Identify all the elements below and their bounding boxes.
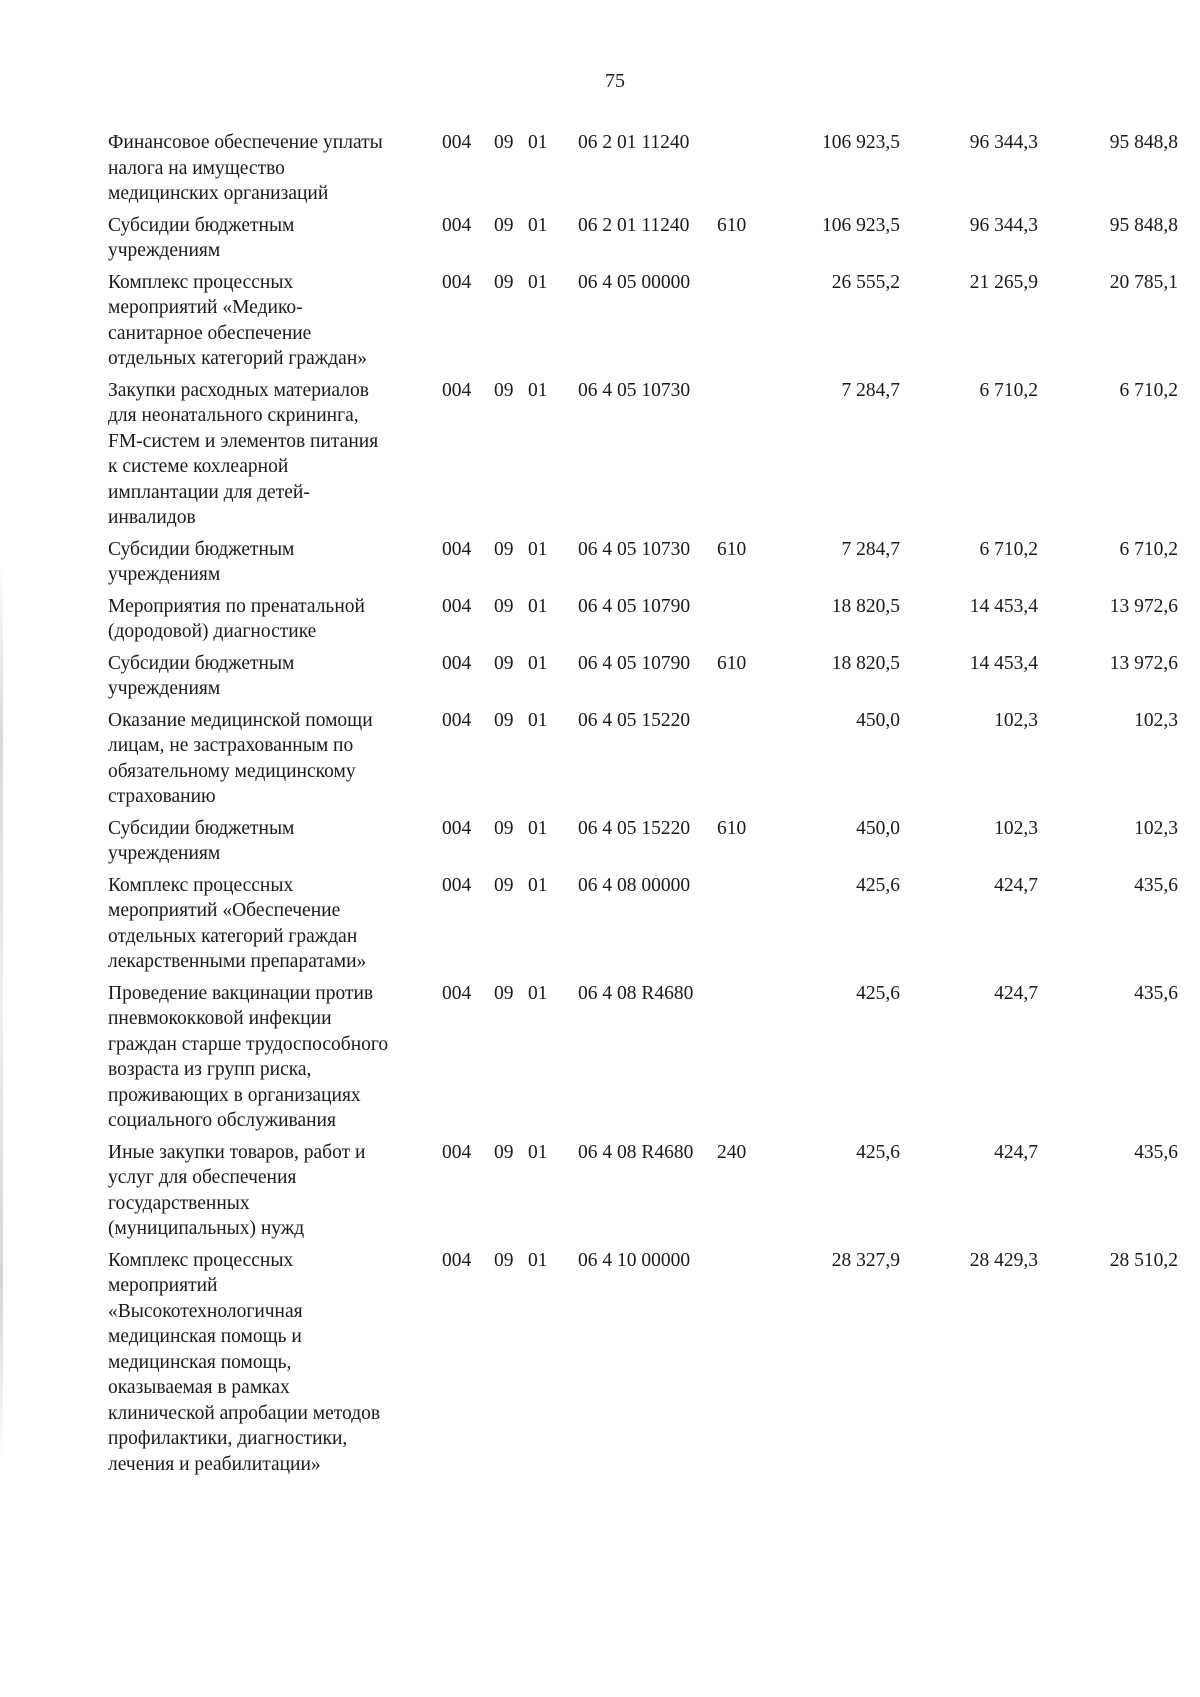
amount-year-3: 95 848,8 [1109,132,1178,153]
table-row [108,130,1178,207]
ministry-code: 004 [442,595,472,617]
target-article-code: 06 4 05 15220 [578,817,691,839]
amount-year-2: 14 453,4 [969,595,1038,617]
amount-year-2: 6 710,2 [979,538,1038,560]
target-article-code: 06 4 05 10730 [578,538,691,560]
section-code: 09 [494,817,514,839]
subsection-code: 01 [528,874,548,896]
target-article-code: 06 4 05 00000 [578,271,691,293]
subsection-code: 01 [528,817,548,839]
ministry-code: 004 [442,1141,472,1163]
amount-year-2: 28 429,3 [969,1249,1038,1271]
ministry-code: 004 [442,817,472,839]
amount-year-3: 6 710,2 [1119,379,1178,401]
target-article-code: 06 4 05 10790 [578,595,691,617]
section-code: 09 [494,132,514,153]
subsection-code: 01 [528,982,548,1004]
amount-year-3: 20 785,1 [1109,271,1178,293]
target-article-code: 06 4 05 10730 [578,379,691,401]
row-name: Мероприятия по пренатальной (дородовой) диагностике [108,595,365,642]
table-row [108,537,1178,588]
expense-type-code: 610 [717,652,747,674]
table-row [108,270,1178,372]
subsection-code: 01 [528,132,548,153]
section-code: 09 [494,1141,514,1163]
section-code: 09 [494,652,514,674]
table-row [108,816,1178,867]
table-row [108,873,1178,975]
table-row [108,1248,1178,1478]
amount-year-2: 102,3 [994,817,1038,839]
amount-year-3: 6 710,2 [1119,538,1178,560]
amount-year-3: 102,3 [1134,709,1178,731]
row-name: Субсидии бюджетным учреждениям [108,817,295,864]
amount-year-2: 96 344,3 [969,214,1038,236]
table-row [108,1140,1178,1242]
amount-year-3: 95 848,8 [1109,214,1178,236]
ministry-code: 004 [442,132,472,153]
ministry-code: 004 [442,379,472,401]
amount-year-1: 425,6 [856,1141,900,1163]
row-name: Комплекс процессных мероприятий «Высокотехнологичная медицинская помощь и медицинская помощь, оказываемая в рамках клинической апробации методов профилактики, диагностики, лечения и реабилитации» [108,1249,381,1475]
amount-year-1: 18 820,5 [831,595,900,617]
target-article-code: 06 4 05 10790 [578,652,691,674]
expense-type-code: 240 [717,1141,747,1163]
amount-year-3: 435,6 [1134,874,1178,896]
subsection-code: 01 [528,652,548,674]
subsection-code: 01 [528,271,548,293]
amount-year-3: 435,6 [1134,1141,1178,1163]
amount-year-2: 424,7 [994,874,1038,896]
subsection-code: 01 [528,1249,548,1271]
row-name: Комплекс процессных мероприятий «Медико- санитарное обеспечение отдельных категорий граждан» [108,271,368,369]
table-row [108,708,1178,810]
amount-year-1: 26 555,2 [831,271,900,293]
section-code: 09 [494,271,514,293]
amount-year-1: 450,0 [856,709,900,731]
amount-year-1: 7 284,7 [841,379,900,401]
amount-year-3: 28 510,2 [1109,1249,1178,1271]
target-article-code: 06 4 08 00000 [578,874,691,896]
row-name: Субсидии бюджетным учреждениям [108,538,295,585]
target-article-code: 06 4 05 15220 [578,709,691,731]
ministry-code: 004 [442,271,472,293]
amount-year-3: 13 972,6 [1109,652,1178,674]
ministry-code: 004 [442,874,472,896]
subsection-code: 01 [528,214,548,236]
section-code: 09 [494,1249,514,1271]
row-name: Субсидии бюджетным учреждениям [108,652,295,699]
target-article-code: 06 4 08 R4680 [578,1141,694,1163]
target-article-code: 06 2 01 11240 [578,214,690,236]
subsection-code: 01 [528,709,548,731]
amount-year-1: 106 923,5 [822,214,900,236]
expense-type-code: 610 [717,538,747,560]
row-name: Иные закупки товаров, работ и услуг для обеспечения государственных (муниципальных) нужд [108,1141,366,1239]
ministry-code: 004 [442,982,472,1004]
amount-year-3: 13 972,6 [1109,595,1178,617]
section-code: 09 [494,874,514,896]
amount-year-2: 21 265,9 [969,271,1038,293]
amount-year-1: 106 923,5 [822,132,900,153]
page-number: 75 [605,70,625,92]
amount-year-3: 435,6 [1134,982,1178,1004]
amount-year-2: 6 710,2 [979,379,1038,401]
amount-year-1: 425,6 [856,982,900,1004]
amount-year-1: 28 327,9 [831,1249,900,1271]
amount-year-2: 102,3 [994,709,1038,731]
amount-year-1: 450,0 [856,817,900,839]
amount-year-2: 424,7 [994,1141,1038,1163]
expense-type-code: 610 [717,817,747,839]
row-name: Закупки расходных материалов для неонатального скрининга, FM-систем и элементов питания к системе кохлеарной имплантации для детей- инвалидов [108,379,379,528]
table-row [108,651,1178,702]
row-name: Комплекс процессных мероприятий «Обеспечение отдельных категорий граждан лекарственными препаратами» [108,874,367,972]
row-name: Проведение вакцинации против пневмококковой инфекции граждан старше трудоспособного возраста из групп риска, проживающих в организациях социального обслуживания [108,982,389,1131]
section-code: 09 [494,709,514,731]
ministry-code: 004 [442,1249,472,1271]
target-article-code: 06 2 01 11240 [578,132,690,153]
ministry-code: 004 [442,538,472,560]
target-article-code: 06 4 10 00000 [578,1249,691,1271]
row-name: Оказание медицинской помощи лицам, не застрахованным по обязательному медицинскому страхованию [108,709,373,807]
ministry-code: 004 [442,214,472,236]
expense-type-code: 610 [717,214,747,236]
target-article-code: 06 4 08 R4680 [578,982,694,1004]
section-code: 09 [494,538,514,560]
subsection-code: 01 [528,379,548,401]
amount-year-2: 96 344,3 [969,132,1038,153]
subsection-code: 01 [528,595,548,617]
ministry-code: 004 [442,652,472,674]
row-name: Субсидии бюджетным учреждениям [108,214,295,261]
amount-year-3: 102,3 [1134,817,1178,839]
table-row [108,213,1178,264]
amount-year-1: 7 284,7 [841,538,900,560]
table-row [108,378,1178,531]
subsection-code: 01 [528,1141,548,1163]
ministry-code: 004 [442,709,472,731]
subsection-code: 01 [528,538,548,560]
row-name: Финансовое обеспечение уплаты налога на имущество медицинских организаций [108,132,383,204]
scan-edge-shadow [0,560,3,1460]
budget-table [108,130,1178,1483]
table-row [108,594,1178,645]
section-code: 09 [494,214,514,236]
section-code: 09 [494,982,514,1004]
section-code: 09 [494,379,514,401]
table-row [108,981,1178,1134]
amount-year-2: 424,7 [994,982,1038,1004]
section-code: 09 [494,595,514,617]
amount-year-2: 14 453,4 [969,652,1038,674]
amount-year-1: 425,6 [856,874,900,896]
amount-year-1: 18 820,5 [831,652,900,674]
